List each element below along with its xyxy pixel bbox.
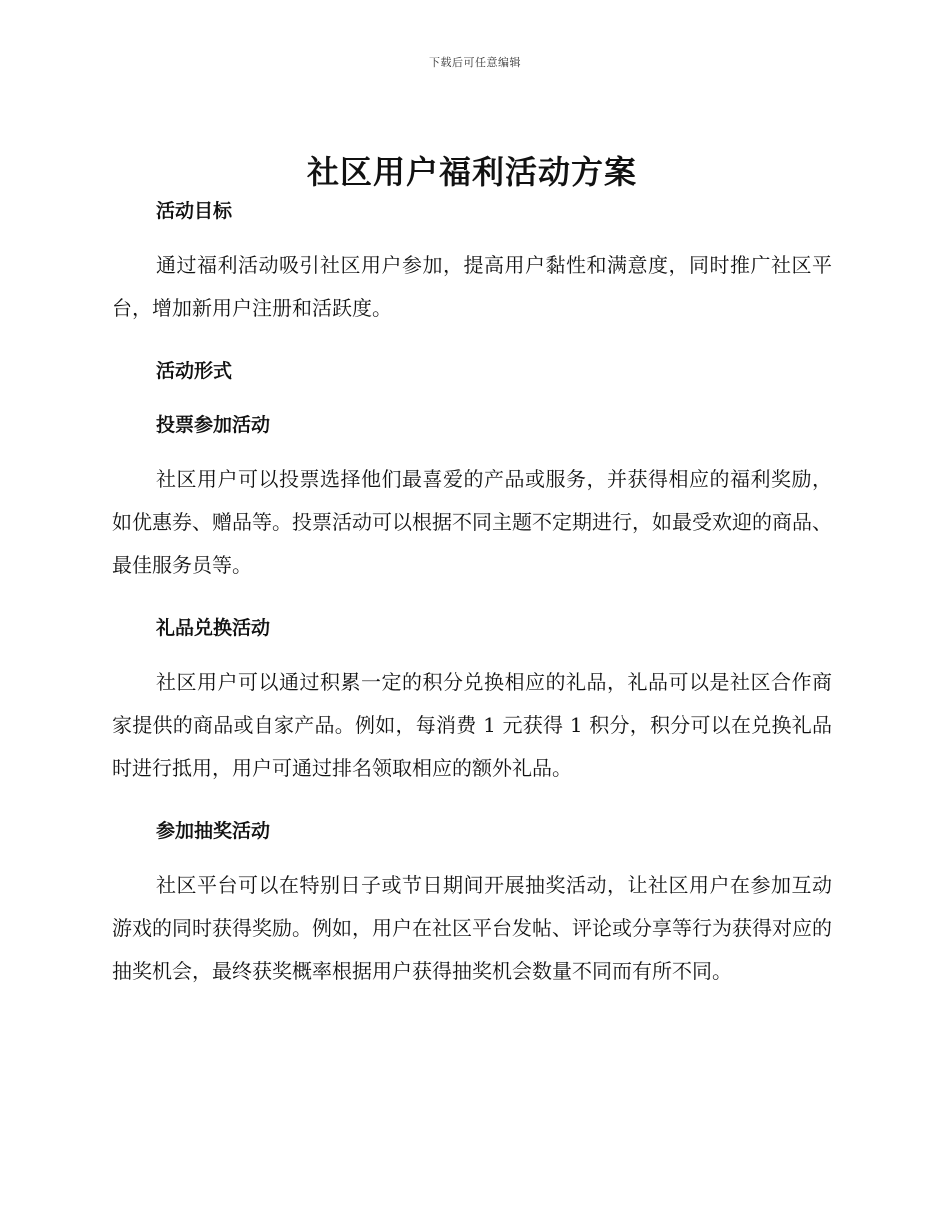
document-body xyxy=(112,150,832,993)
section-heading-gift-exchange: 礼品兑换活动 xyxy=(156,617,271,639)
section-paragraph-gift-exchange: 社区用户可以通过积累一定的积分兑换相应的礼品，礼品可以是社区合作商家提供的商品或自家产品。例如，每消费 1 元获得 1 积分，积分可以在兑换礼品时进行抵用，用户可通过排名领取相应的额外礼品。 xyxy=(112,670,832,780)
page-header-note: 下载后可任意编辑 xyxy=(429,56,521,69)
section-paragraph-goal: 通过福利活动吸引社区用户参加，提高用户黏性和满意度，同时推广社区平台，增加新用户注册和活跃度。 xyxy=(112,253,832,320)
section-heading-format: 活动形式 xyxy=(156,360,233,382)
section-heading-voting: 投票参加活动 xyxy=(156,414,271,436)
document-title: 社区用户福利活动方案 xyxy=(306,153,637,191)
section-paragraph-lottery: 社区平台可以在特别日子或节日期间开展抽奖活动，让社区用户在参加互动游戏的同时获得奖励。例如，用户在社区平台发帖、评论或分享等行为获得对应的抽奖机会，最终获奖概率根据用户获得抽奖机会数量不同而有所不同。 xyxy=(112,873,832,983)
section-paragraph-voting: 社区用户可以投票选择他们最喜爱的产品或服务，并获得相应的福利奖励，如优惠券、赠品等。投票活动可以根据不同主题不定期进行，如最受欢迎的商品、最佳服务员等。 xyxy=(112,467,832,577)
section-heading-goal: 活动目标 xyxy=(156,200,233,222)
section-heading-lottery: 参加抽奖活动 xyxy=(156,820,271,842)
